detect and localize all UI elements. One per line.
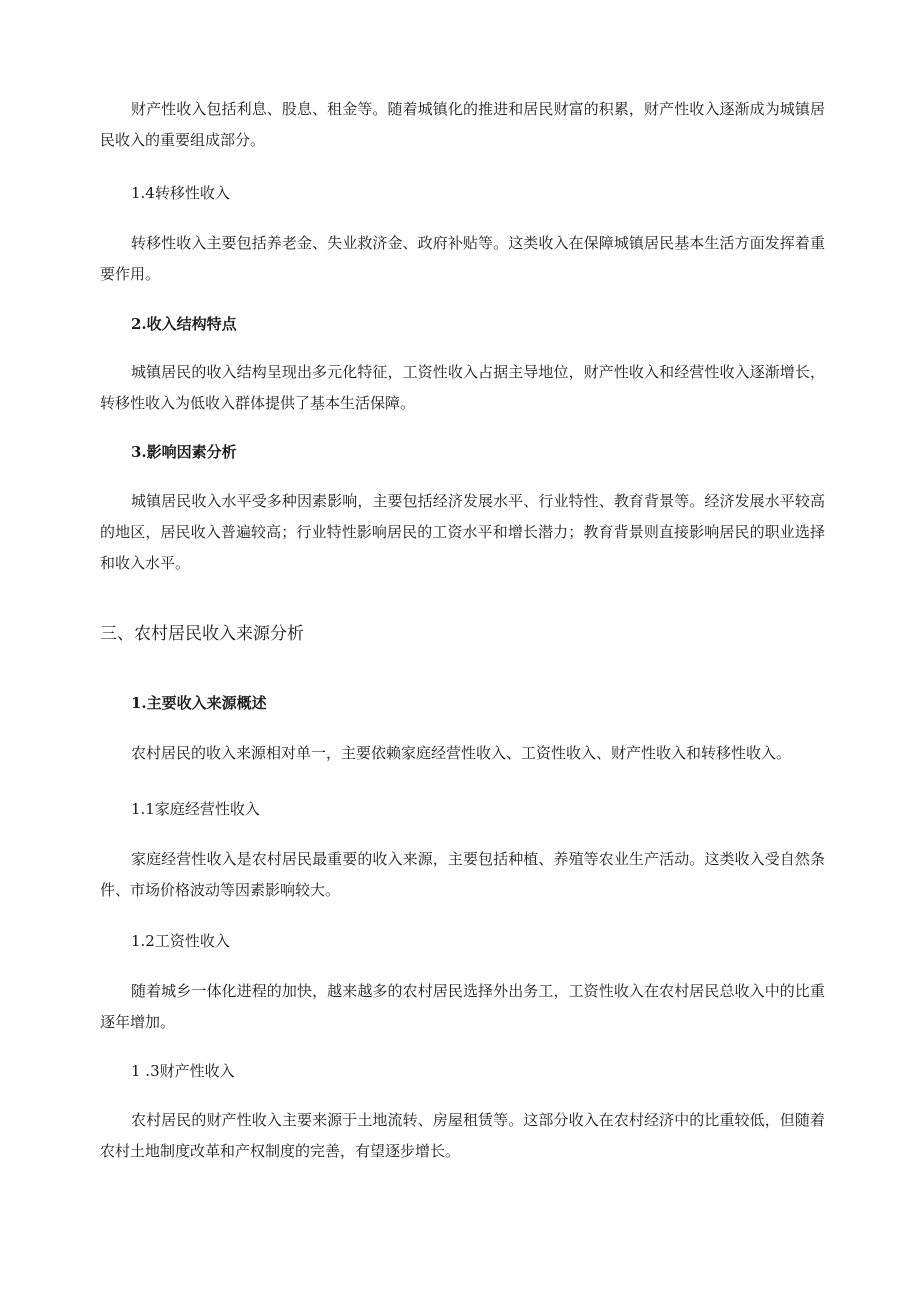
heading-influencing-factors: 3.影响因素分析 <box>131 443 237 461</box>
subheading-wage-income: 1.2工资性收入 <box>131 932 230 950</box>
subheading-household-business-income: 1.1家庭经营性收入 <box>131 800 260 818</box>
heading-income-structure: 2.收入结构特点 <box>131 315 237 333</box>
subheading-transfer-income: 1.4转移性收入 <box>131 184 230 202</box>
section-title-rural-income: 三、农村居民收入来源分析 <box>100 624 304 644</box>
paragraph-income-structure: 城镇居民的收入结构呈现出多元化特征，工资性收入占据主导地位，财产性收入和经营性收入逐渐增长，转移性收入为低收入群体提供了基本生活保障。 <box>100 363 825 412</box>
paragraph-main-income-sources: 农村居民的收入来源相对单一，主要依赖家庭经营性收入、工资性收入、财产性收入和转移性收入。 <box>131 744 792 762</box>
paragraph-property-income-urban: 财产性收入包括利息、股息、租金等。随着城镇化的推进和居民财富的积累，财产性收入逐渐成为城镇居民收入的重要组成部分。 <box>100 100 825 149</box>
paragraph-transfer-income: 转移性收入主要包括养老金、失业救济金、政府补贴等。这类收入在保障城镇居民基本生活方面发挥着重要作用。 <box>100 234 825 283</box>
paragraph-influencing-factors: 城镇居民收入水平受多种因素影响，主要包括经济发展水平、行业特性、教育背景等。经济发展水平较高的地区，居民收入普遍较高；行业特性影响居民的工资水平和增长潜力；教育背景则直接影响居民的职业选择和收入水平。 <box>100 492 825 572</box>
paragraph-wage-income: 随着城乡一体化进程的加快，越来越多的农村居民选择外出务工，工资性收入在农村居民总收入中的比重逐年增加。 <box>100 982 825 1031</box>
paragraph-household-business-income: 家庭经营性收入是农村居民最重要的收入来源，主要包括种植、养殖等农业生产活动。这类收入受自然条件、市场价格波动等因素影响较大。 <box>100 850 825 899</box>
heading-main-income-sources: 1.主要收入来源概述 <box>131 694 267 712</box>
subheading-property-income-rural: 1 .3财产性收入 <box>131 1062 235 1080</box>
paragraph-property-income-rural: 农村居民的财产性收入主要来源于土地流转、房屋租赁等。这部分收入在农村经济中的比重较低，但随着农村土地制度改革和产权制度的完善，有望逐步增长。 <box>100 1111 825 1160</box>
